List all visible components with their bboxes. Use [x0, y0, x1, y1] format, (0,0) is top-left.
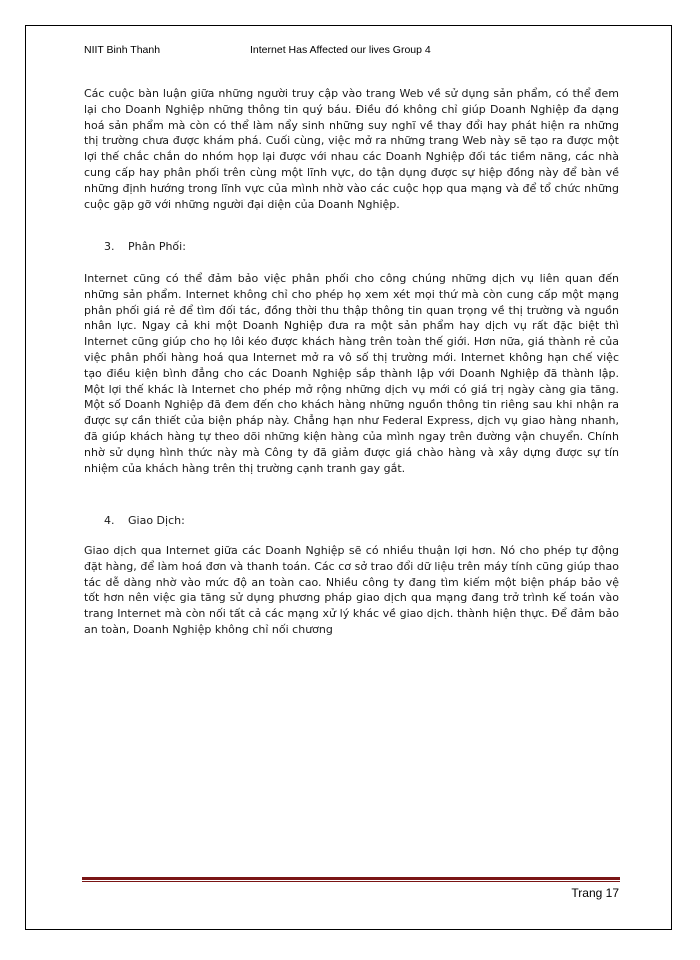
header-document-title: Internet Has Affected our lives Group 4 — [250, 44, 431, 56]
section-heading-distribution — [104, 240, 186, 253]
paragraph-intro: Các cuộc bàn luận giữa những người truy cập vào trang Web về sử dụng sản phẩm, có thể đem lại cho Doanh Nghiệp những thông tin quý báu. Điều đó không chỉ giúp Doanh Nghiệp đa dạng hoá sản phẩm mà còn có thể làm nẩy sinh những suy nghĩ về thay đổi hay phát hiện ra những thị trường chưa được khám phá. Cuối cùng, việc mở ra những trang Web này sẽ tạo ra được một lợi thế chắc chắn do nhóm họp lại được với nhau các Doanh Nghiệp đối tác tiềm năng, các nhà cung cấp hay phân phối trên cùng một lĩnh vực, do tận dụng được sự hiệp đồng này để bàn về những định hướng trong lĩnh vực của mình nhờ vào các cuộc họp qua mạng và để tổ chức những cuộc gặp gỡ với những người đại diện của Doanh Nghiệp. — [84, 87, 619, 211]
section-heading-transactions — [104, 514, 185, 527]
footer-divider-thin — [82, 881, 620, 882]
paragraph-transactions: Giao dịch qua Internet giữa các Doanh Nghiệp sẽ có nhiều thuận lợi hơn. Nó cho phép tự động đặt hàng, để làm hoá đơn và thanh toán. Các cơ sở trao đổi dữ liệu trên máy tính cũng giúp thao tác dễ dàng nhờ vào mức độ an toàn cao. Nhiều công ty đang tìm kiếm một biện pháp bảo vệ tốt hơn nên việc gia tăng sử dụng phương pháp giao dịch qua mạng đang trở trình kế toán vào trang Internet mà còn nối tất cả các mạng xử lý khác về giao dịch. thành hiện thực. Để đảm bảo an toàn, Doanh Nghiệp không chỉ nối chương — [84, 544, 619, 636]
page-number: Trang 17 — [571, 886, 619, 900]
section-number: 4. — [104, 514, 115, 527]
section-number: 3. — [104, 240, 115, 253]
section-title: Phân Phối: — [128, 240, 186, 253]
paragraph-distribution: Internet cũng có thể đảm bảo việc phân phối cho công chúng những dịch vụ liên quan đến những sản phẩm. Internet không chỉ cho phép họ xem xét mọi thứ mà còn cung cấp một mạng phân phối giá rẻ để tìm đối tác, đồng thời thu thập thông tin quan trọng về thị trường và nguồn nhân lực. Ngay cả khi một Doanh Nghiệp đưa ra một sản phẩm hay dịch vụ rất đặc biệt thì Internet cũng giúp cho họ lôi kéo được khách hàng trên toàn thế giới. Hơn nữa, giá thành rẻ của việc phân phối hàng hoá qua Internet mở ra vô số thị trường mới. Internet không hạn chế việc tạo điều kiện bình đẳng cho các Doanh Nghiệp sắp thành lập với Doanh Nghiệp đã thành lập. Một lợi thế khác là Internet cho phép mở rộng những dịch vụ mới có giá trị ngày càng gia tăng. Một số Doanh Nghiệp đã đem đến cho khách hàng những nguồn thông tin riêng sau khi nhận ra được sự cần thiết của biện pháp này. Chẳng hạn như Federal Express, dịch vụ giao hàng nhanh, đã giúp khách hàng tự theo dõi những kiện hàng của mình ngay trên đường vận chuyển. Chính nhờ sử dụng hình thức này mà Công ty đã giảm được giá chào hàng và xây dựng được sự tín nhiệm của khách hàng trên thị trường cạnh tranh gay gắt. — [84, 272, 619, 475]
running-header — [84, 44, 624, 60]
header-organization: NIIT Binh Thanh — [84, 44, 161, 56]
section-title: Giao Dịch: — [128, 514, 185, 527]
footer-divider — [82, 877, 620, 880]
